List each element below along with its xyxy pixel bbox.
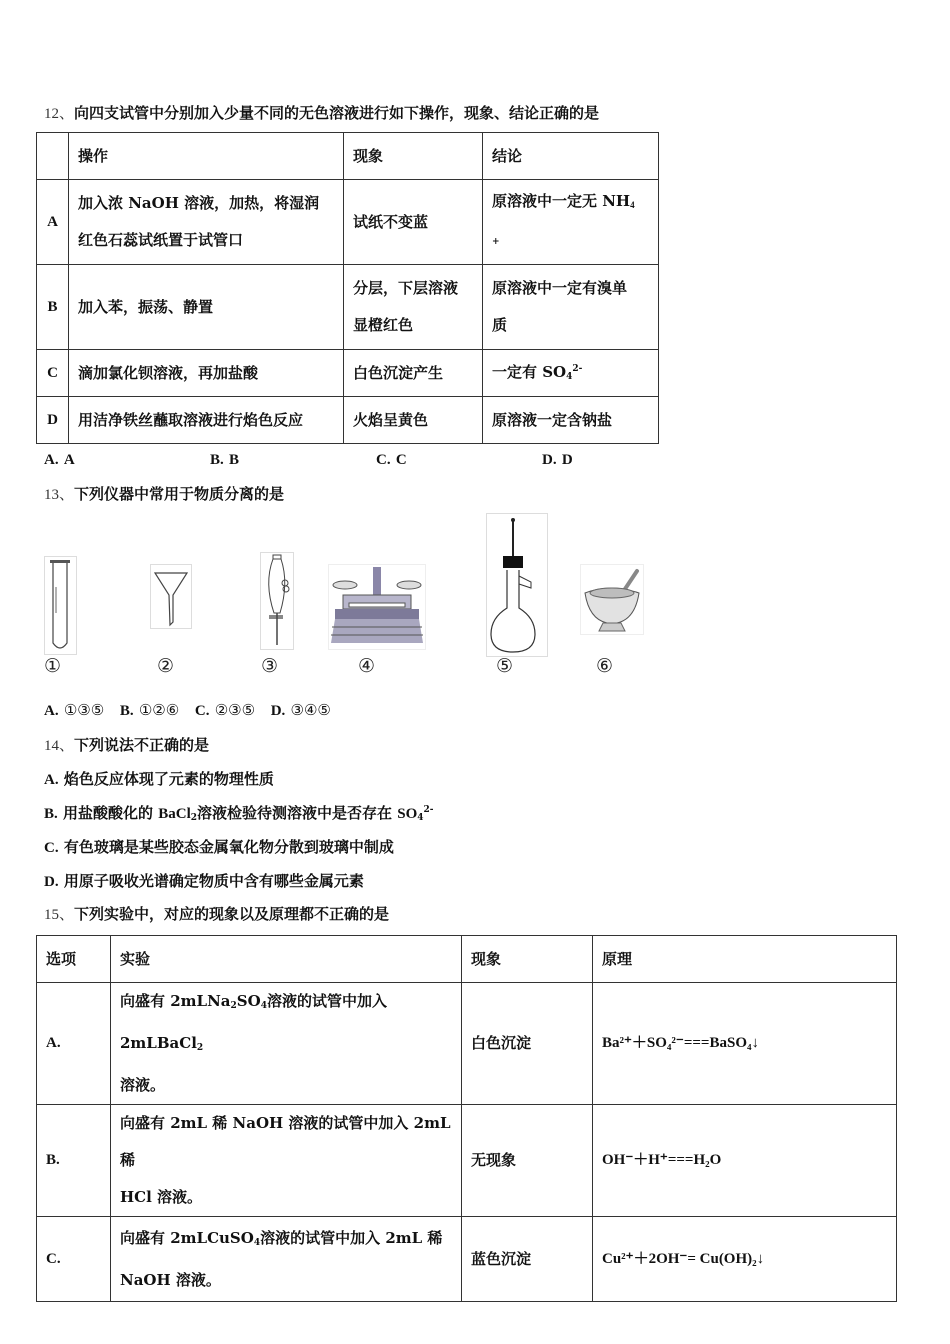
q13-option-d[interactable] [271,701,331,719]
experiment-line: NaOH 溶液。 [120,1270,221,1289]
q15-row-b [37,1105,897,1217]
distillation-flask-image [486,513,548,657]
q15-row-label: C. [37,1217,111,1302]
option-letter: A. [44,452,59,468]
instrument-mark-2: ② [157,655,175,677]
q12-row-a [37,180,659,265]
conclusion-line: 质 [492,316,508,334]
subscript: 4 [253,1237,261,1248]
option-text: 用原子吸收光谱确定物质中含有哪些金属元素 [63,872,364,890]
q12-option-d[interactable] [542,450,573,469]
experiment-text: 溶液的试管中加入 2mLBaCl [120,992,387,1052]
q15-header-experiment: 实验 [111,936,462,983]
q15-row-principle: Ba²⁺＋SO₄²⁻===BaSO₄↓ [593,983,897,1105]
option-text: C [395,452,407,468]
option-letter: C. [376,452,391,468]
q13-option-c[interactable] [195,701,255,719]
q12-option-b[interactable] [210,450,239,469]
q12-header-phenomenon: 现象 [344,133,483,180]
q12-row-phenomenon: 白色沉淀产生 [344,350,483,397]
q15-row-a [37,983,897,1105]
q12-row-operation [69,180,344,265]
q13-option-a[interactable] [44,701,104,719]
q12-row-conclusion [483,180,659,265]
q13-option-b[interactable] [120,701,179,719]
experiment-text: 向盛有 2mLNa [120,992,231,1010]
q14-option-d[interactable] [44,870,364,891]
instrument-mark-4: ④ [358,655,376,677]
subscript: 4 [566,371,573,382]
subscript: 4 [260,1001,267,1011]
balance-icon [329,565,425,649]
q14-question: 下列说法不正确的是 [74,736,210,754]
q15-row-principle: OH⁻＋H⁺===H₂O [593,1105,897,1217]
q12-option-a[interactable] [44,450,75,469]
option-letter: B. [119,703,134,719]
q15-header-row [37,936,897,983]
q12-row-label: B [37,265,69,350]
chem-formula: BaCl [158,806,191,822]
experiment-line: 向盛有 2mL 稀 NaOH 溶液的试管中加入 2mL 稀 [120,1114,451,1169]
subscript: 4 [417,813,424,823]
q14-option-a[interactable] [44,768,274,789]
instrument-mark-3: ③ [261,655,279,677]
mortar-image [580,564,644,635]
q12-row-operation: 加入苯，振荡、静置 [69,265,344,350]
q15-number: 15、 [44,907,75,923]
option-text: 有色玻璃是某些胶态金属氧化物分散到玻璃中制成 [63,838,394,856]
superscript-charge: + [492,237,500,247]
option-letter: D. [44,874,59,890]
q15-question: 下列实验中，对应的现象以及原理都不正确的是 [74,905,390,923]
q15-row-phenomenon: 白色沉淀 [462,983,593,1105]
q12-option-c[interactable] [376,450,407,469]
distillation-flask-icon [487,514,547,656]
q12-number: 12、 [44,106,75,122]
q15-title [44,904,389,925]
option-text: 焰色反应体现了元素的物理性质 [63,770,274,788]
option-letter: B. [44,806,58,822]
q12-row-label: D [37,397,69,444]
option-letter: D. [542,452,557,468]
option-letter: B. [210,452,224,468]
q12-header-blank [37,133,69,180]
operation-line: 加入浓 NaOH 溶液，加热，将湿润 [78,194,320,212]
operation-line: 红色石蕊试纸置于试管口 [78,231,244,249]
test-tube-image [44,556,77,655]
conclusion-line: 原溶液中一定有溴单 [492,279,628,297]
phenomenon-line: 分层，下层溶液 [353,279,459,297]
option-text: 用盐酸酸化的 [63,804,159,822]
q12-header-conclusion: 结论 [483,133,659,180]
q15-row-label: B. [37,1105,111,1217]
q14-option-c[interactable] [44,836,394,857]
q15-header-option: 选项 [37,936,111,983]
q12-row-phenomenon: 火焰呈黄色 [344,397,483,444]
experiment-text: 溶液的试管中加入 2mL 稀 [260,1228,443,1247]
q12-header-row [37,133,659,180]
option-letter: A. [44,772,59,788]
q15-header-principle: 原理 [593,936,897,983]
q15-row-phenomenon: 蓝色沉淀 [462,1217,593,1302]
conclusion-text: 一定有 SO [492,362,567,381]
balance-image [328,564,426,650]
instrument-mark-5: ⑤ [496,655,514,677]
q12-table [36,132,659,444]
q13-options [44,701,331,720]
option-letter: A. [44,703,59,719]
instrument-mark-6: ⑥ [596,655,614,677]
conclusion-text: 原溶液中一定无 NH [492,192,631,210]
q12-row-c [37,350,659,397]
q12-row-operation: 滴加氯化钡溶液，再加盐酸 [69,350,344,397]
q12-row-b [37,265,659,350]
q12-row-conclusion: 原溶液一定含钠盐 [483,397,659,444]
experiment-text: 向盛有 2mLCuSO [120,1228,254,1247]
option-text: B [229,452,240,468]
q12-row-d [37,397,659,444]
subscript: 2 [196,1043,204,1053]
experiment-text: SO [236,992,261,1010]
option-text: ③④⑤ [290,701,331,719]
q14-title [44,735,209,756]
funnel-icon [151,565,191,628]
subscript: 2 [190,813,198,823]
q12-row-label: C [37,350,69,397]
q14-option-b[interactable] [44,802,434,823]
q15-row-principle: Cu²⁺＋2OH⁻= Cu(OH)₂↓ [593,1217,897,1302]
superscript: 2- [423,805,434,815]
funnel-image [150,564,192,629]
superscript: 2- [572,363,583,374]
q14-number: 14、 [44,738,75,754]
phenomenon-line: 显橙红色 [353,316,414,334]
q13-question: 下列仪器中常用于物质分离的是 [74,485,285,503]
option-text: ②③⑤ [214,701,256,719]
option-text: ①②⑥ [138,701,180,719]
option-text: D [561,452,573,468]
q15-table [36,935,897,1302]
mortar-and-pestle-icon [581,565,643,634]
chem-formula: SO [397,806,418,822]
q15-header-phenomenon: 现象 [462,936,593,983]
separatory-funnel-image [260,552,294,650]
subscript: 4 [630,200,635,210]
q15-row-label: A. [37,983,111,1105]
q13-number: 13、 [44,487,75,503]
experiment-line: 溶液。 [120,1076,166,1094]
q13-title [44,484,284,505]
q12-row-phenomenon [344,265,483,350]
q12-question: 向四支试管中分别加入少量不同的无色溶液进行如下操作，现象、结论正确的是 [74,104,600,122]
option-letter: C. [194,703,210,719]
option-text: ①③⑤ [63,701,105,719]
q15-row-c [37,1217,897,1302]
q12-row-operation: 用洁净铁丝蘸取溶液进行焰色反应 [69,397,344,444]
q15-row-experiment [111,1217,462,1302]
instrument-mark-1: ① [44,655,62,677]
option-letter: C. [44,840,59,856]
option-text: 溶液检验待测溶液中是否存在 [197,804,398,822]
q12-header-operation: 操作 [69,133,344,180]
q15-row-phenomenon: 无现象 [462,1105,593,1217]
q12-title [44,103,599,124]
option-letter: D. [270,703,286,719]
separatory-funnel-icon [261,553,293,649]
experiment-line: HCl 溶液。 [120,1188,203,1206]
q15-row-experiment [111,1105,462,1217]
q12-row-label: A [37,180,69,265]
q12-row-conclusion [483,265,659,350]
test-tube-icon [45,557,76,654]
q12-row-conclusion [483,350,659,397]
q15-row-experiment [111,983,462,1105]
q12-row-phenomenon: 试纸不变蓝 [344,180,483,265]
subscript: 2 [230,1001,237,1011]
option-text: A [63,452,75,468]
